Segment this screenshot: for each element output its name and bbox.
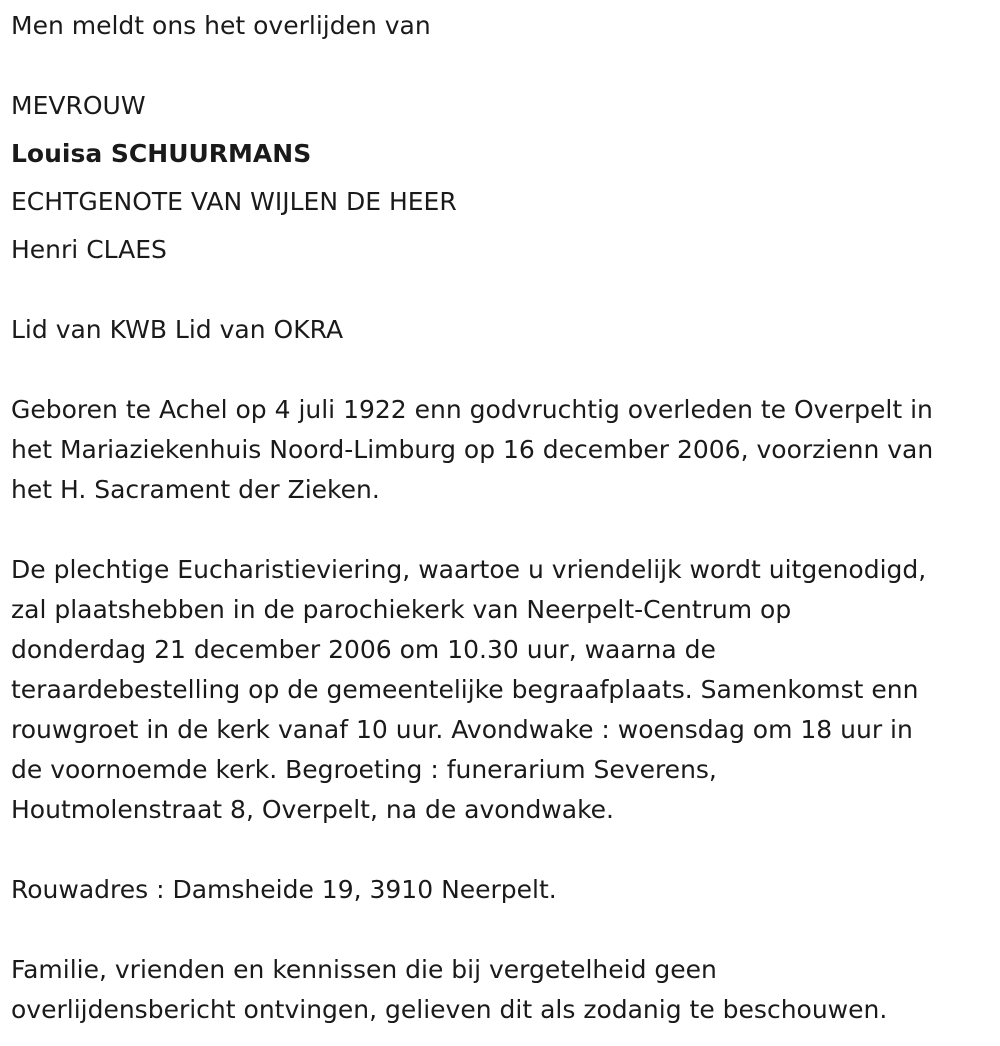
paragraph-line: de voornoemde kerk. Begroeting : funerarium Severens, [11,755,717,784]
spacer [11,54,996,86]
honorific: MEVROUW [11,91,146,120]
paragraph-line: donderdag 21 december 2006 om 10.30 uur, waarna de [11,635,716,664]
death-notice [11,6,996,1030]
intro-line: Men meldt ons het overlijden van [11,11,431,40]
memberships: Lid van KWB Lid van OKRA [11,315,344,344]
paragraph-line: het H. Sacrament der Zieken. [11,475,380,504]
paragraph-line: het Mariaziekenhuis Noord-Limburg op 16 december 2006, voorzienn van [11,435,934,464]
spacer [11,910,996,950]
address-paragraph [11,870,996,910]
mourning-address: Rouwadres : Damsheide 19, 3910 Neerpelt. [11,875,557,904]
spouse-name: Henri CLAES [11,235,167,264]
closing-paragraph [11,950,996,1030]
spacer [11,830,996,870]
paragraph-line: teraardebestelling op de gemeentelijke begraafplaats. Samenkomst enn [11,675,919,704]
paragraph-line: Houtmolenstraat 8, Overpelt, na de avondwake. [11,795,614,824]
spacer [11,510,996,550]
ceremony-paragraph [11,550,996,830]
paragraph-line: rouwgroet in de kerk vanaf 10 uur. Avondwake : woensdag om 18 uur in [11,715,913,744]
spacer [11,278,996,310]
birth-death-paragraph [11,390,996,510]
deceased-name: Louisa SCHUURMANS [11,139,312,168]
paragraph-line: Familie, vrienden en kennissen die bij vergetelheid geen [11,955,717,984]
paragraph-line: Geboren te Achel op 4 juli 1922 enn godvruchtig overleden te Overpelt in [11,395,933,424]
relation-line: ECHTGENOTE VAN WIJLEN DE HEER [11,187,457,216]
paragraph-line: De plechtige Eucharistieviering, waartoe u vriendelijk wordt uitgenodigd, [11,555,927,584]
paragraph-line: overlijdensbericht ontvingen, gelieven dit als zodanig te beschouwen. [11,995,888,1024]
paragraph-line: zal plaatshebben in de parochiekerk van Neerpelt-Centrum op [11,595,792,624]
spacer [11,358,996,390]
